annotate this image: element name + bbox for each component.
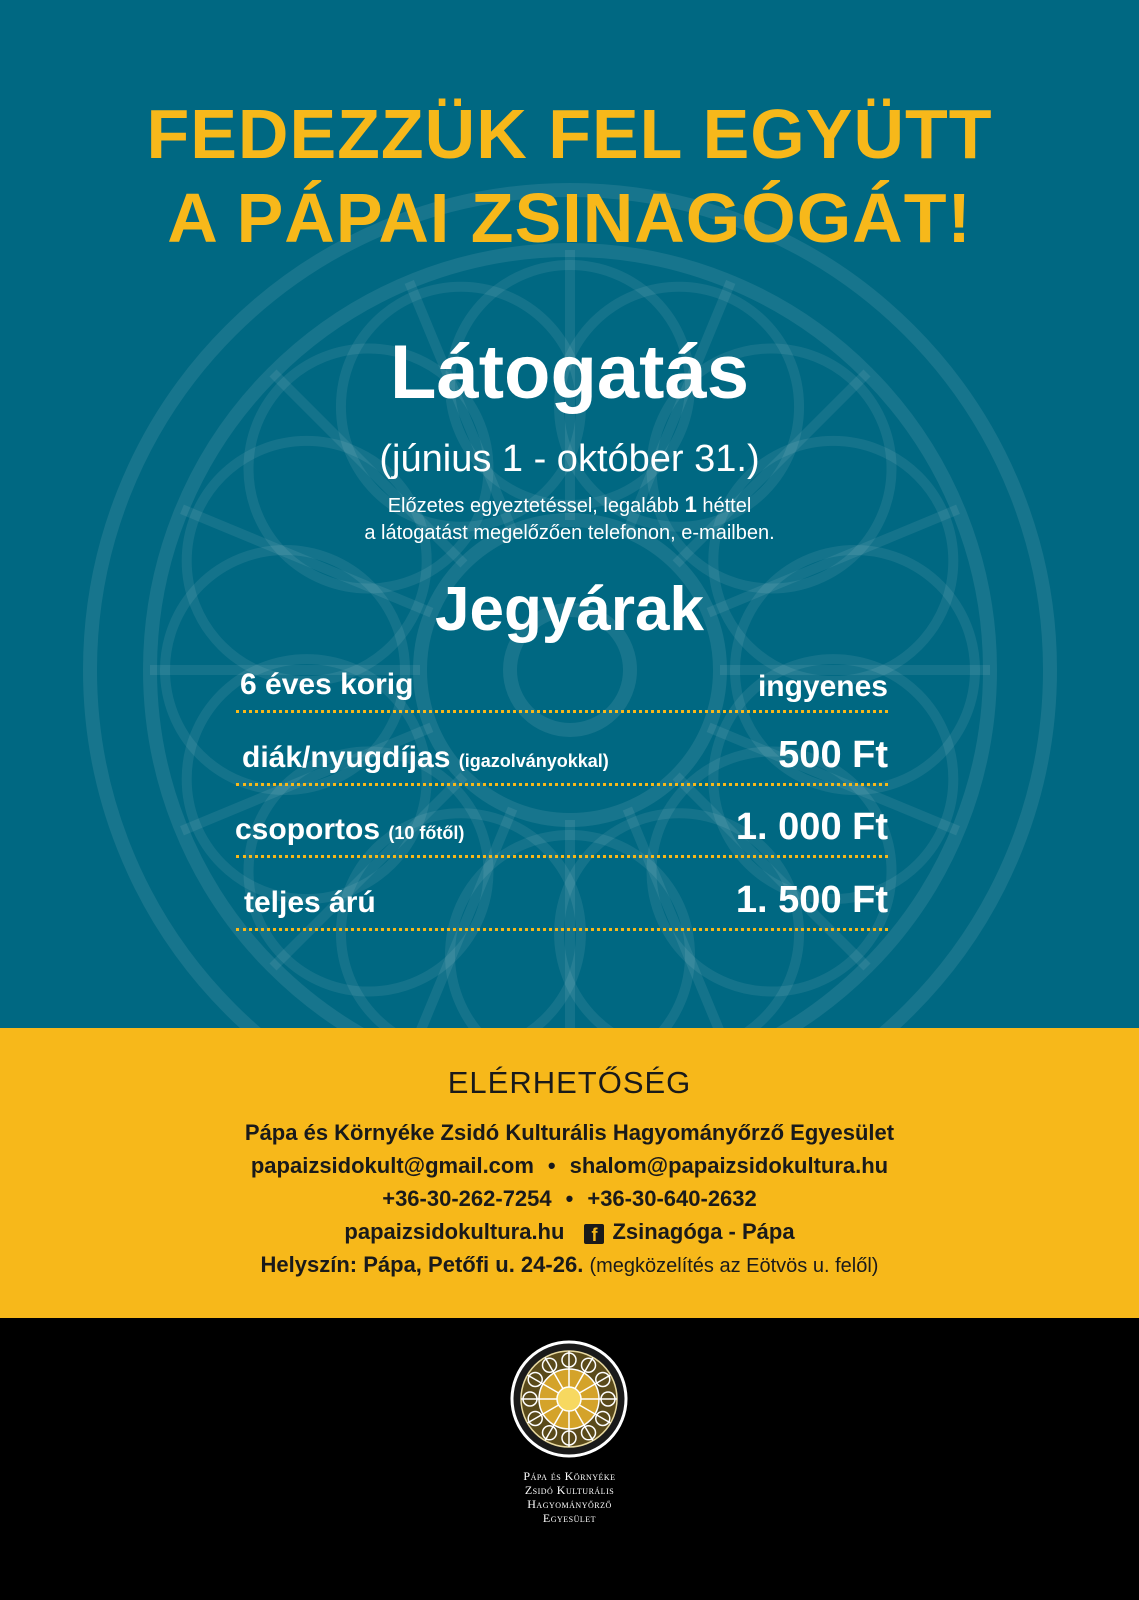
footer-org-line: Hagyományőrző <box>527 1497 612 1511</box>
location-address: Helyszín: Pápa, Petőfi u. 24-26. <box>260 1252 584 1277</box>
visit-note-text: Előzetes egyeztetéssel, legalább <box>387 495 685 517</box>
price-row-under-6 <box>236 652 888 713</box>
email-link-1[interactable]: papaizsidokult@gmail.com <box>250 1153 534 1178</box>
price-category-label: teljes árú <box>244 886 376 919</box>
footer-org-line: Pápa és Környéke <box>523 1469 616 1483</box>
organization-name: Pápa és Környéke Zsidó Kulturális Hagyományőrző Egyesület <box>244 1120 895 1145</box>
separator-dot: • <box>565 1186 574 1211</box>
location-note: (megközelítés az Eötvös u. felől) <box>589 1255 879 1277</box>
separator-dot: • <box>547 1153 556 1178</box>
visit-note-weeks: 1 <box>684 492 697 517</box>
price-category <box>242 741 609 775</box>
price-category <box>244 886 376 920</box>
facebook-page-link[interactable]: Zsinagóga - Pápa <box>612 1219 795 1244</box>
price-category-label: 6 éves korig <box>240 668 414 701</box>
price-value: ingyenes <box>757 670 888 703</box>
phone-line <box>0 1184 1139 1214</box>
price-row-full-price <box>236 870 888 931</box>
price-value: 1. 000 Ft <box>735 806 888 848</box>
footer-org-name <box>0 1469 1139 1525</box>
price-row-student-pensioner <box>236 725 888 786</box>
footer-org-line: Egyesület <box>542 1511 597 1525</box>
price-category <box>235 813 464 847</box>
price-category-note: (igazolványokkal) <box>458 751 609 771</box>
location-line <box>0 1250 1139 1281</box>
price-category-label: diák/nyugdíjas <box>242 741 451 774</box>
price-value: 1. 500 Ft <box>735 879 888 921</box>
prices-title: Jegyárak <box>435 575 704 644</box>
price-category-label: csoportos <box>235 813 381 846</box>
email-line <box>0 1151 1139 1181</box>
headline-line-2: A PÁPAI ZSINAGÓGÁT! <box>167 179 972 257</box>
web-line <box>0 1217 1139 1247</box>
visit-note-text-end: héttel <box>696 495 752 517</box>
visit-title: Látogatás <box>390 330 749 415</box>
rose-window-logo-icon <box>509 1339 629 1459</box>
price-category <box>240 668 413 702</box>
price-row-group <box>236 797 888 858</box>
visit-note-line-2: a látogatást megelőzően telefonon, e-mailben. <box>364 522 775 544</box>
headline-line-1: FEDEZZÜK FEL EGYÜTT <box>146 95 993 173</box>
price-value: 500 Ft <box>778 734 888 776</box>
contact-title: ELÉRHETŐSÉG <box>447 1065 692 1100</box>
footer-org-line: Zsidó Kulturális <box>524 1483 615 1497</box>
price-category-note: (10 főtől) <box>388 823 465 843</box>
phone-2[interactable]: +36-30-640-2632 <box>587 1186 757 1211</box>
phone-1[interactable]: +36-30-262-7254 <box>382 1186 552 1211</box>
email-link-2[interactable]: shalom@papaizsidokultura.hu <box>569 1153 889 1178</box>
visit-note-line-1 <box>0 490 1139 521</box>
facebook-icon: f <box>584 1224 604 1244</box>
visit-dates: (június 1 - október 31.) <box>379 438 760 480</box>
website-link[interactable]: papaizsidokultura.hu <box>344 1219 565 1244</box>
